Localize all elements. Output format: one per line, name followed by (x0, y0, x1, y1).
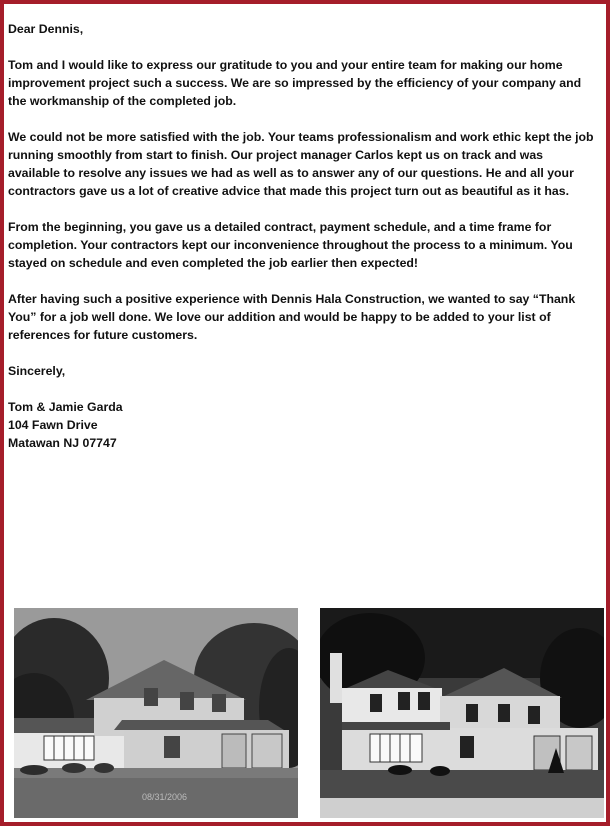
paragraph-2: We could not be more satisfied with the job. Your teams professionalism and work ethic kept the job running smoothly from start to finish. Our project manager Carlos kept us on track and was available to resolve any issues we had as well as to answer any of our questions. He and all your contractors gave us a lot of creative advice that made this project turn out as beautiful as it has. (8, 130, 594, 198)
paragraph-1: Tom and I would like to express our gratitude to you and your entire team for making our home improvement project such a success. We are so impressed by the efficiency of your company and the workmanship of the completed job. (8, 58, 582, 108)
after-house-photo (320, 608, 604, 818)
salutation: Dear Dennis, (8, 22, 84, 36)
before-house-photo (14, 608, 298, 818)
before-house-image (14, 608, 298, 818)
after-house-image (320, 608, 604, 818)
paragraph-3: From the beginning, you gave us a detailed contract, payment schedule, and a time frame for completion. Your contractors kept our inconvenience throughout the process to a minimum. You stayed on schedule and even completed the job earlier then expected! (8, 220, 573, 270)
signature-street: 104 Fawn Drive (8, 418, 98, 432)
signature-city: Matawan NJ 07747 (8, 436, 117, 450)
signature-names: Tom & Jamie Garda (8, 400, 123, 414)
closing: Sincerely, (8, 364, 66, 378)
letter-body (8, 20, 598, 452)
photo-date-stamp: 08/31/2006 (142, 792, 188, 802)
paragraph-4: After having such a positive experience with Dennis Hala Construction, we wanted to say “Thank You” for a job well done. We love our addition and would be happy to be added to your list of references for future customers. (8, 292, 576, 342)
